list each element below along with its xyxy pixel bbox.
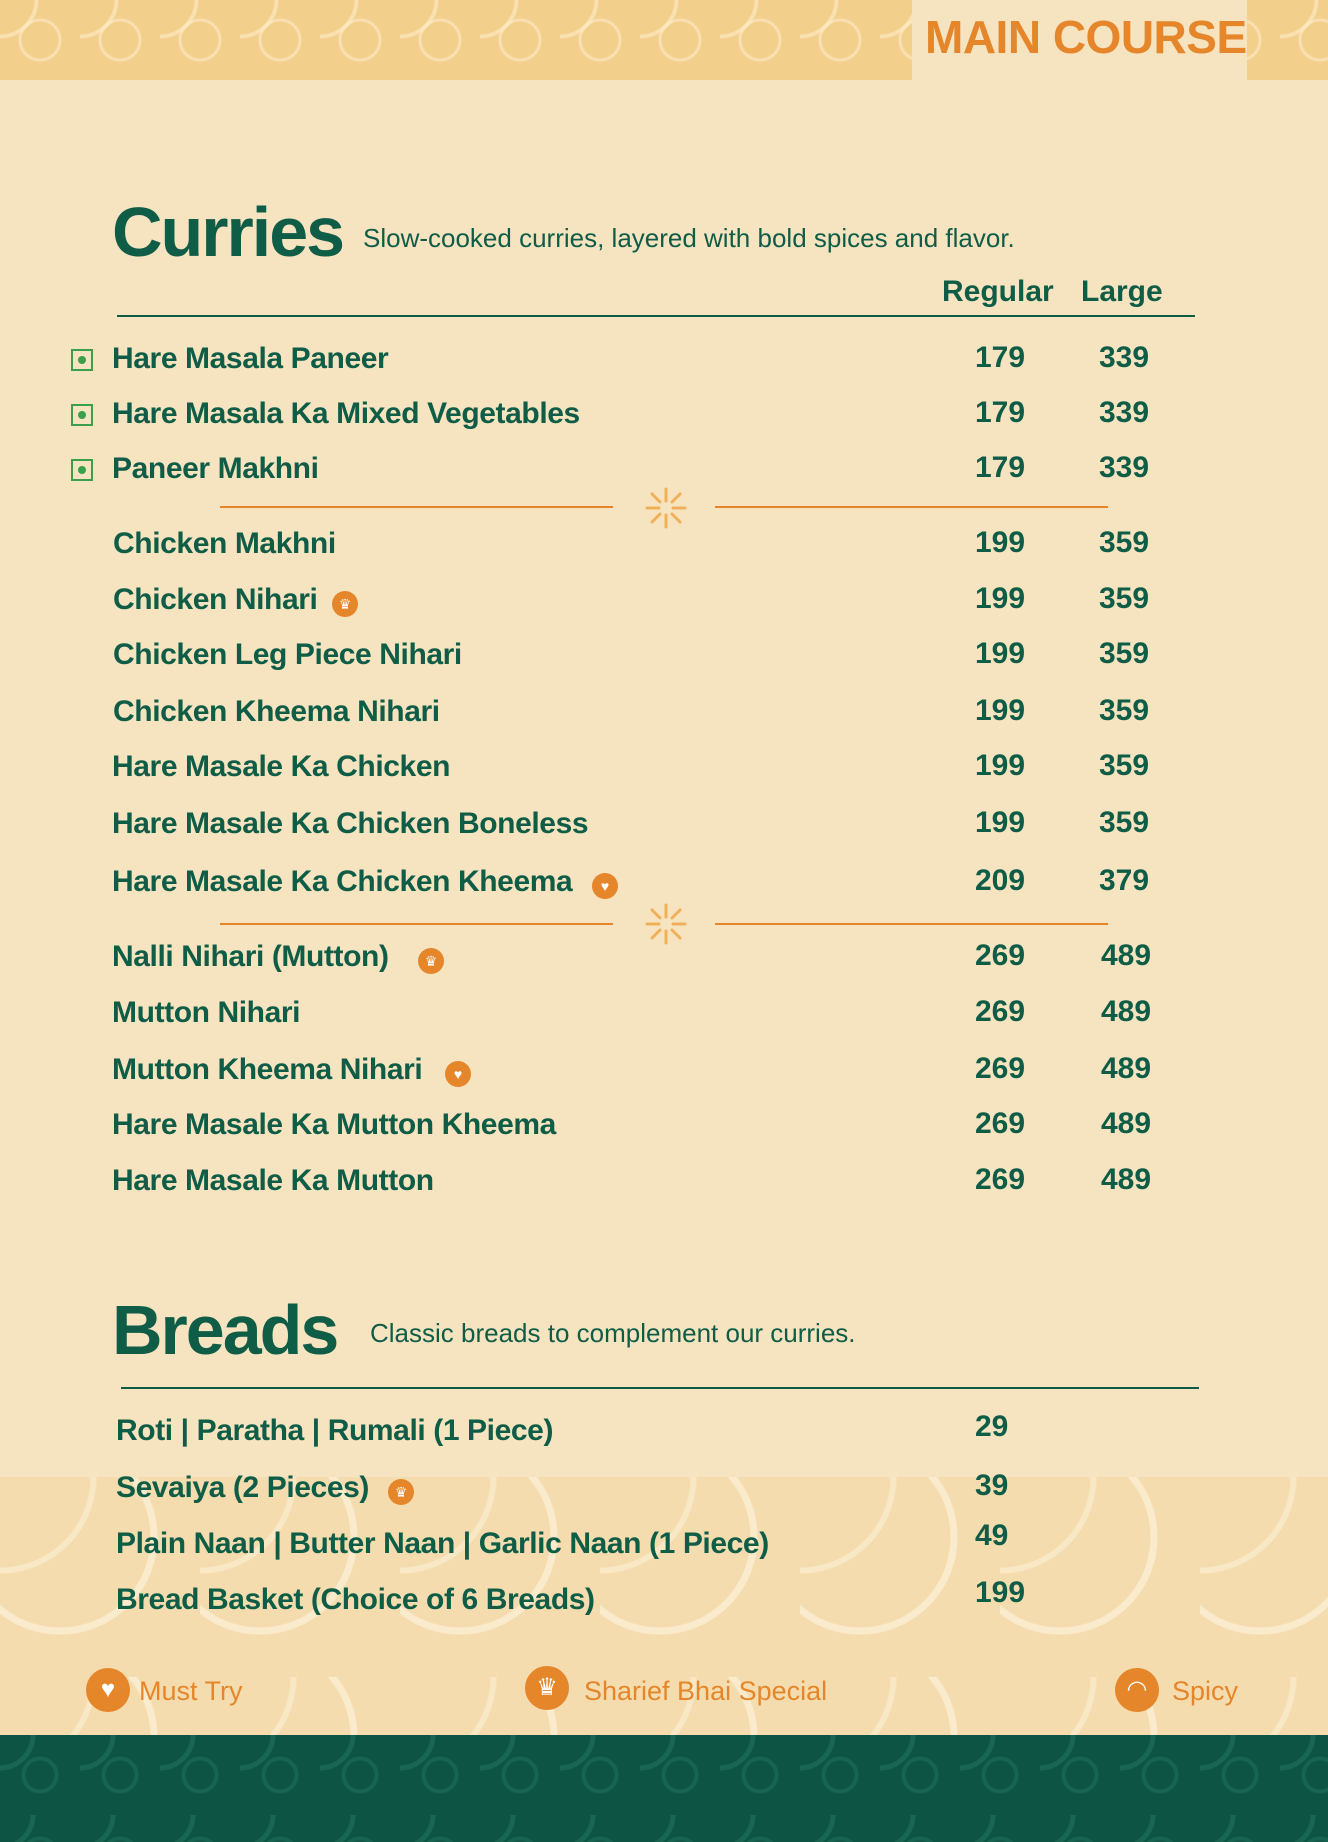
large-price: 359 (1099, 637, 1150, 670)
large-price: 339 (1099, 451, 1150, 484)
bread-price: 49 (975, 1519, 1009, 1552)
regular-price: 179 (975, 341, 1026, 374)
large-column-header: Large (1081, 275, 1163, 308)
regular-price: 179 (975, 451, 1026, 484)
breads-subtitle: Classic breads to complement our curries. (370, 1318, 856, 1348)
menu-item-name: Mutton Nihari (112, 996, 301, 1029)
menu-item-name: Plain Naan | Butter Naan | Garlic Naan (1 Piece) (116, 1527, 769, 1560)
menu-item-name: Hare Masale Ka Chicken (112, 750, 451, 783)
menu-item-name: Hare Masale Ka Chicken Kheema (112, 865, 573, 898)
chef-hat-icon: ♛ (525, 1666, 569, 1710)
menu-item-name: Nalli Nihari (Mutton) (112, 940, 389, 973)
chef-hat-icon: ♛ (332, 591, 358, 617)
chef-hat-icon: ♛ (418, 948, 444, 974)
large-price: 339 (1099, 396, 1150, 429)
footer-pattern (0, 1735, 1328, 1842)
large-price: 489 (1101, 1107, 1152, 1140)
menu-item-name: Paneer Makhni (112, 452, 319, 485)
regular-price: 199 (975, 637, 1026, 670)
regular-price: 269 (975, 1052, 1026, 1085)
divider-line (220, 923, 613, 925)
menu-item-name: Mutton Kheema Nihari (112, 1053, 423, 1086)
veg-mark-icon (71, 404, 93, 426)
divider-star-icon (644, 902, 688, 946)
curries-subtitle: Slow-cooked curries, layered with bold spices and flavor. (363, 223, 1015, 253)
veg-mark-icon (71, 349, 93, 371)
regular-column-header: Regular (942, 275, 1054, 308)
menu-item-name: Hare Masale Ka Mutton Kheema (112, 1108, 556, 1141)
divider-line (220, 506, 613, 508)
large-price: 359 (1099, 806, 1150, 839)
regular-price: 199 (975, 749, 1026, 782)
breads-header-rule (121, 1387, 1199, 1389)
large-price: 359 (1099, 526, 1150, 559)
menu-item-name: Chicken Leg Piece Nihari (113, 638, 462, 671)
bread-price: 29 (975, 1410, 1009, 1443)
regular-price: 179 (975, 396, 1026, 429)
regular-price: 199 (975, 694, 1026, 727)
regular-price: 209 (975, 864, 1026, 897)
regular-price: 199 (975, 526, 1026, 559)
legend-spicy: Spicy (1172, 1676, 1239, 1706)
regular-price: 199 (975, 806, 1026, 839)
large-price: 379 (1099, 864, 1150, 897)
regular-price: 269 (975, 939, 1026, 972)
legend-must-try: Must Try (139, 1676, 243, 1706)
menu-item-name: Chicken Makhni (113, 527, 336, 560)
menu-item-name: Sevaiya (2 Pieces) (116, 1471, 369, 1504)
menu-item-name: Hare Masala Ka Mixed Vegetables (112, 397, 580, 430)
menu-item-name: Hare Masale Ka Chicken Boneless (112, 807, 589, 840)
chef-hat-icon: ♛ (388, 1479, 414, 1505)
heart-icon: ♥ (445, 1061, 471, 1087)
divider-line (715, 506, 1108, 508)
curries-title: Curries (112, 193, 344, 271)
regular-price: 269 (975, 1163, 1026, 1196)
regular-price: 269 (975, 995, 1026, 1028)
heart-icon: ♥ (592, 873, 618, 899)
divider-line (715, 923, 1108, 925)
regular-price: 269 (975, 1107, 1026, 1140)
menu-item-name: Roti | Paratha | Rumali (1 Piece) (116, 1414, 554, 1447)
legend-special: Sharief Bhai Special (584, 1676, 828, 1706)
large-price: 359 (1099, 582, 1150, 615)
large-price: 489 (1101, 995, 1152, 1028)
large-price: 489 (1101, 1052, 1152, 1085)
page-title: MAIN COURSE (925, 11, 1247, 63)
bread-price: 39 (975, 1469, 1009, 1502)
curries-header-rule (117, 315, 1195, 317)
chili-icon: ◠ (1115, 1668, 1159, 1712)
large-price: 359 (1099, 694, 1150, 727)
menu-item-name: Chicken Nihari (113, 583, 318, 616)
menu-item-name: Bread Basket (Choice of 6 Breads) (116, 1583, 595, 1616)
menu-item-name: Hare Masale Ka Mutton (112, 1164, 434, 1197)
large-price: 339 (1099, 341, 1150, 374)
heart-icon: ♥ (86, 1668, 130, 1712)
large-price: 489 (1101, 939, 1152, 972)
menu-item-name: Hare Masala Paneer (112, 342, 389, 375)
veg-mark-icon (71, 459, 93, 481)
large-price: 489 (1101, 1163, 1152, 1196)
menu-item-name: Chicken Kheema Nihari (113, 695, 440, 728)
divider-star-icon (644, 486, 688, 530)
bread-price: 199 (975, 1576, 1026, 1609)
breads-title: Breads (112, 1291, 338, 1369)
regular-price: 199 (975, 582, 1026, 615)
large-price: 359 (1099, 749, 1150, 782)
